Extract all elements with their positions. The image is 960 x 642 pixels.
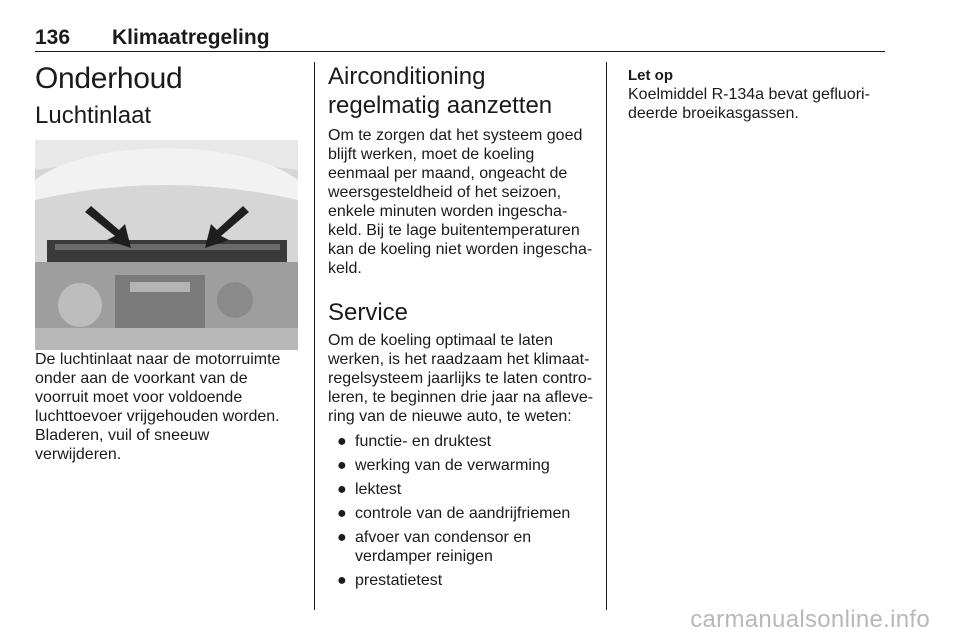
subsection-title: Luchtinlaat <box>35 102 152 129</box>
column-left <box>35 62 300 464</box>
engine-bay-photo-icon <box>35 140 298 350</box>
figure-caption: De luchtinlaat naar de motorruimte onder aan de voorkant van de voorruit moet voor voldoende luchttoevoer vrijgehouden worden. Bladeren, vuil of sneeuw verwijderen. <box>35 351 281 463</box>
list-item: ● prestatietest <box>337 572 443 589</box>
body-text: Om de koeling optimaal te laten werken, is het raadzaam het klimaatregelsysteem jaarlijks te laten controleren, te beginnen drie jaar na aflevering van de nieuwe auto, te weten: <box>328 332 594 425</box>
column-divider <box>606 62 607 610</box>
watermark: carmanualsonline.info <box>690 606 930 633</box>
bullet-icon: ● <box>337 481 347 498</box>
column-divider <box>314 62 315 610</box>
list-item: ● lektest <box>337 481 402 498</box>
page-number: 136 <box>35 26 71 49</box>
body-text: Om te zorgen dat het systeem goed blijft werken, moet de koeling eenmaal per maand, ongeacht de weersgesteldheid of het seizoen, enkele minuten worden ingeschakeld. Bij te lage buitentemperaturen kan de koeling niet worden ingeschakeld. <box>328 127 593 277</box>
list-item: ● controle van de aandrijfriemen <box>337 505 571 522</box>
bullet-icon: ● <box>337 433 347 450</box>
note-text: Koelmiddel R-134a bevat gefluorideerde broeikasgassen. <box>628 86 870 122</box>
bullet-icon: ● <box>337 505 347 522</box>
section-title: Onderhoud <box>35 62 183 95</box>
list-item: ● functie- en druktest <box>337 433 492 450</box>
service-list <box>328 432 594 590</box>
bullet-icon: ● <box>337 457 347 474</box>
column-middle <box>328 62 594 595</box>
bullet-icon: ● <box>337 529 347 546</box>
bullet-icon: ● <box>337 572 347 589</box>
section-title: Service <box>328 299 409 326</box>
column-right <box>628 62 885 123</box>
list-item: ● werking van de verwarming <box>337 457 550 474</box>
chapter-title: Klimaatregeling <box>112 26 270 49</box>
note-title: Let op <box>628 67 673 84</box>
page-header <box>35 27 885 52</box>
list-item: ● afvoer van condensor en verdamper reinigen <box>337 529 532 565</box>
section-title: Airconditioning regelmatig aanzetten <box>328 63 553 119</box>
engine-bay-figure <box>35 140 298 350</box>
